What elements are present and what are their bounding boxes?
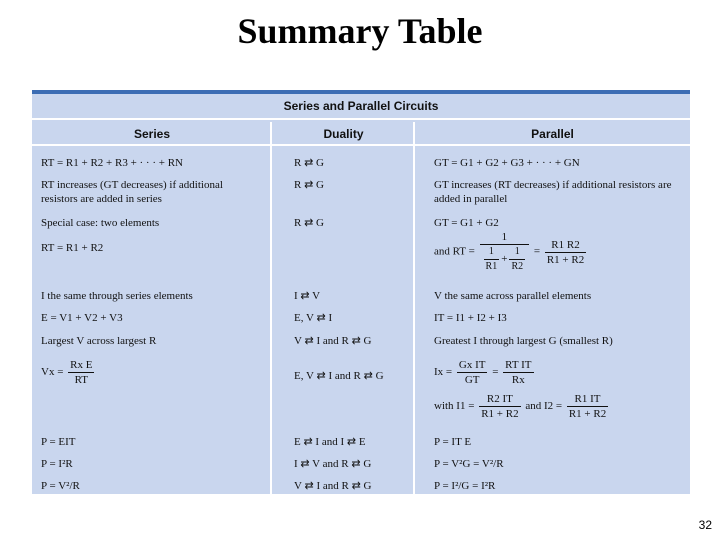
duality-cell: R ⇄ G [294,179,324,191]
parallel-cell: GT = G1 + G2 [434,217,499,229]
parallel-formula-ix: Ix = $\frac{\text{Gx IT}}{GT}$ = $\frac{\text{RT IT}}{Rx}$ [434,359,532,386]
parallel-cell: P = I²/G = I²R [434,480,496,492]
parallel-cell: Greatest I through largest G (smallest R) [434,335,613,347]
duality-cell: E, V ⇄ I and R ⇄ G [294,370,384,382]
series-cell: E = V1 + V2 + V3 [41,312,123,324]
slide-title: Summary Table [237,11,483,51]
header-duality: Duality [272,122,415,146]
header-parallel: Parallel [415,122,690,146]
duality-cell: R ⇄ G [294,217,324,229]
series-cell: P = EIT [41,436,76,448]
table-caption: Series and Parallel Circuits [32,94,690,120]
duality-cell: E ⇄ I and I ⇄ E [294,436,366,448]
header-series: Series [32,122,272,146]
parallel-cell: IT = I1 + I2 + I3 [434,312,507,324]
parallel-cell: V the same across parallel elements [434,290,592,302]
series-cell: P = I²R [41,458,73,470]
parallel-formula-divider: with I1 = $\frac{R2 IT}{R1 + R2}$ and I2 = $\frac{R1 IT}{R1 + R2}$ [434,393,607,420]
series-formula-vx: Vx = $\frac{\text{Rx E}}{RT}$ [41,359,93,386]
duality-cell: I ⇄ V [294,290,321,302]
series-cell: P = V²/R [41,480,80,492]
duality-cell: E, V ⇄ I [294,312,333,324]
duality-cell: I ⇄ V and R ⇄ G [294,458,372,470]
duality-cell: V ⇄ I and R ⇄ G [294,480,372,492]
series-cell: I the same through series elements [41,290,193,302]
series-cell: RT = R1 + R2 [41,242,104,254]
column-divider [413,122,415,494]
series-cell: RT = R1 + R2 + R3 + · · · + RN [41,157,183,169]
summary-table [32,90,690,494]
parallel-formula-rt: and RT = 1 $\frac{1}{R1}$ + $\frac{1}{R2}$ = $\frac{R1 R2}{R1 + R2}$ [434,231,585,272]
duality-cell: R ⇄ G [294,157,324,169]
page-number: 32 [698,518,712,532]
parallel-cell: GT increases (RT decreases) if additional resistors are added in parallel [434,179,672,205]
series-cell: Largest V across largest R [41,335,157,347]
duality-cell: V ⇄ I and R ⇄ G [294,335,372,347]
series-cell: Special case: two elements [41,217,160,229]
series-cell: RT increases (GT decreases) if additional resistors are added in series [41,179,223,205]
parallel-cell: P = V²G = V²/R [434,458,504,470]
parallel-cell: P = IT E [434,436,472,448]
parallel-cell: GT = G1 + G2 + G3 + · · · + GN [434,157,580,169]
